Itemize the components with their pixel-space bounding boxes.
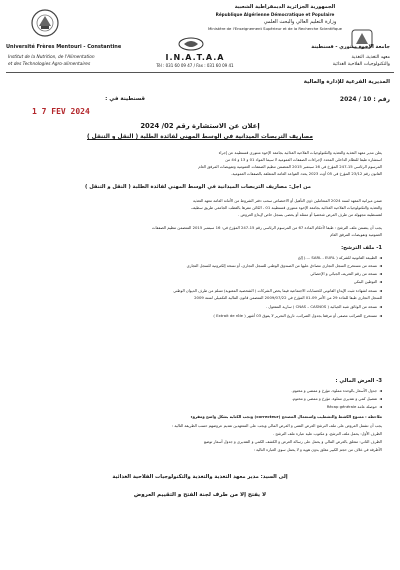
header-fr-line1: République Algérienne Démocratique et Populaire <box>215 12 335 17</box>
section3-title: 3- العرض المالي : <box>335 378 382 384</box>
university-name-ar: جامعة الإخوة منتوري - قسنطينة <box>311 44 390 50</box>
note-line: يجب أن تشمل العروض على ملف الترشح العرض التقني و العرض المالي ويجب على المتعهدين تقديم عروضهم حسب الطريقة التالية : <box>171 423 382 428</box>
body-line: والتغذية والتكنولوجيات الفلاحية الغذائية بجامعة الإخوة منتوري قسنطينة 01 - الكائن مقرها بالقطب الجامعي طريق سطيف <box>191 205 382 210</box>
institute-acronym: I.N.A.T.A.A <box>165 53 225 62</box>
footer-addressee: إلى السيد: مدير معهد التغذية والتغذية والتكنولوجيات الفلاحية الغذائية <box>112 474 288 480</box>
intro-line: يعلن مدير معهد التغذية والتغذية والتكنولوجيات الفلاحية الغذائية بجامعة الإخوة منتوري قسنطينة عن إجراء <box>218 150 382 155</box>
list-item: ◄جدول الأسعار بالوحدة مملوء، مؤرخ و ممضي و مختوم. <box>291 388 382 393</box>
list-item: ◄نسخة من رقم التعريف الجبائي و الإحصائي <box>310 271 382 276</box>
footer-notice: لا يفتح إلا من طرف لجنة الفتح و التقييم العروض <box>133 492 267 498</box>
list-item: ◄نسخة لشهادة تثبت الإيداع القانوني للحسابات الاجتماعية فيما يخص الشركات ( الشخصية المعنوية) تسلم من طرف الديوان الوطني <box>173 288 382 293</box>
institute-fr-2: et des Technologies Agro-alimentaires <box>8 62 91 67</box>
note-line: الظرف الثاني: متعلق بالعرض المالي و يحمل على رسالة العرض و الكشف الكمي و التقديري و جدول أسعار توضع <box>204 439 382 444</box>
list-item: ◄حوصلة عامة Récap générale <box>326 404 382 409</box>
direction-label: المديرية الفرعية للإدارة والمالية <box>303 79 390 85</box>
announcement-title: إعلان عن الاستشارة رقم 02/ 2024 <box>140 122 260 130</box>
university-logo-icon <box>30 8 60 38</box>
date-stamp: 1 7 FEV 2024 <box>32 107 90 116</box>
subject-label: من أجل: مصاريف التربصات الميدانية في الوسط المهني لفائدة الطلبة ( النقل و التنقل ) <box>85 184 311 190</box>
note-line: الظرف الأول: يحمل ملف الترشح، و مكتوب عليه عبارة ملف الترشح . <box>272 431 382 436</box>
intro-line: استشارة طبقا للنظام الداخلي المحدد لإجراءات الصفقات العمومية لا سيما المواد 01 و 13 و 44 من <box>225 157 382 162</box>
announcement-subject: مصاريف التربصات الميدانية في الوسط المهني لفائدة الطلبة ( النقل و التنقل ) <box>87 134 313 140</box>
header-fr-line2: Ministère de l'Enseignement Supérieur et de la Recherche Scientifique <box>208 26 342 31</box>
body-line: ضمن ميزانية المعهد لسنة 2024 المتعاملين ذوي التأهيل أو الاختصاص سحب دفتر الشروط من الأمانة العامة معهد التغذية <box>192 198 382 203</box>
institute-ar-2: والتكنولوجيات الفلاحية الغذائية <box>332 62 390 67</box>
body-line: لقسنطينة مجهولة من طرف العرض شخصيا أو ممثله أو يحضى بسجل خاص لإيداع العروض . <box>238 212 382 217</box>
header-ar-line1: الجمهورية الجزائرية الديمقراطية الشعبية <box>234 4 336 10</box>
header-ar-line2: وزارة التعليم العالي والبحث العلمي <box>263 19 337 25</box>
section1-intro-line: العمومية وتفويضات المرفق العام <box>330 232 382 237</box>
note-line: ملاحظة : ممنوع الكشط والتشطيب واستعمال المصحح (correcteur) وتجب الكتابة بشكل واضح ومقروء <box>190 414 382 419</box>
header-divider <box>6 72 394 73</box>
institute-logo-icon <box>176 36 206 52</box>
list-item: للسجل التجاري طبقا للمادة 29 من الأمر 09-01 المؤرخ في 2009/07/22 المتضمن قانون المالية التكميلي لسنة 2009 <box>194 295 382 300</box>
university-name-fr: Université Frères Mentouri - Constantine <box>6 44 122 50</box>
institute-fr-1: Institut de la Nutrition, de l'Alimentation <box>8 55 95 60</box>
intro-line: المرسوم الرئاسي 15-247 المؤرخ في 16 سبتمبر 2015 المتضمن تنظيم الصفقات العمومية وتفويضات المرفق العام <box>198 164 382 169</box>
institute-ar-1: معهد التغذية، التغذية <box>351 55 390 60</box>
section1-intro-line: يجب أن يتضمن ملف الترشح : طبقا لأحكام المادة 67 من المرسوم الرئاسي رقم 15-247 المؤرخ في: 16 سبتمبر 2015 المتضمن تنظيم الصفقات <box>151 225 382 230</box>
place-date-label: قسنطينة في : <box>105 96 145 102</box>
reference-number: رقم : 10 / 2024 <box>339 96 390 103</box>
note-line: الأظرفة في غلاف من حجم الكبير مغلق بدون هوية و لا يحمل سوى العبارة التالية : <box>253 447 382 452</box>
list-item: ◄مستخرج الضرائب مصفى أو مرفقا بجدول الضرائب، تاريخ التحرير لا يفوق 03 أشهر ( Extrait de rôle ) <box>213 313 382 318</box>
list-item: ◄نسخة من مستخرج السجل التجاري مصادق عليها من الصندوق الوطني للسجل التجاري، أو نسخة إلكترونية للسجل التجاري <box>186 263 382 268</box>
intro-line: القانون رقم 23/12 المؤرخ في 05 أوت 2023 يحدد القواعد العامة المتعلقة بالصفقات العمومية. <box>231 171 382 176</box>
list-item: ◄الطبيعة القانونية للشركة ( SARL - EURL ....) إلخ <box>298 255 382 260</box>
list-item: ◄التوطين البنكي <box>353 279 382 284</box>
header-tel-fax: Tél : 031 60 09 47 / Fax : 031 60 09 41 <box>156 63 234 68</box>
section1-title: 1- ملف الترشح: <box>341 245 382 251</box>
list-item: ◄نسخة من الوثائق شبه الجبائية ( CNAS – CASNOS ) سارية المفعول . <box>265 304 382 309</box>
list-item: ◄تفصيل كمي و تقديري مملوء، مؤرخ و ممضي و مختوم. <box>291 396 382 401</box>
